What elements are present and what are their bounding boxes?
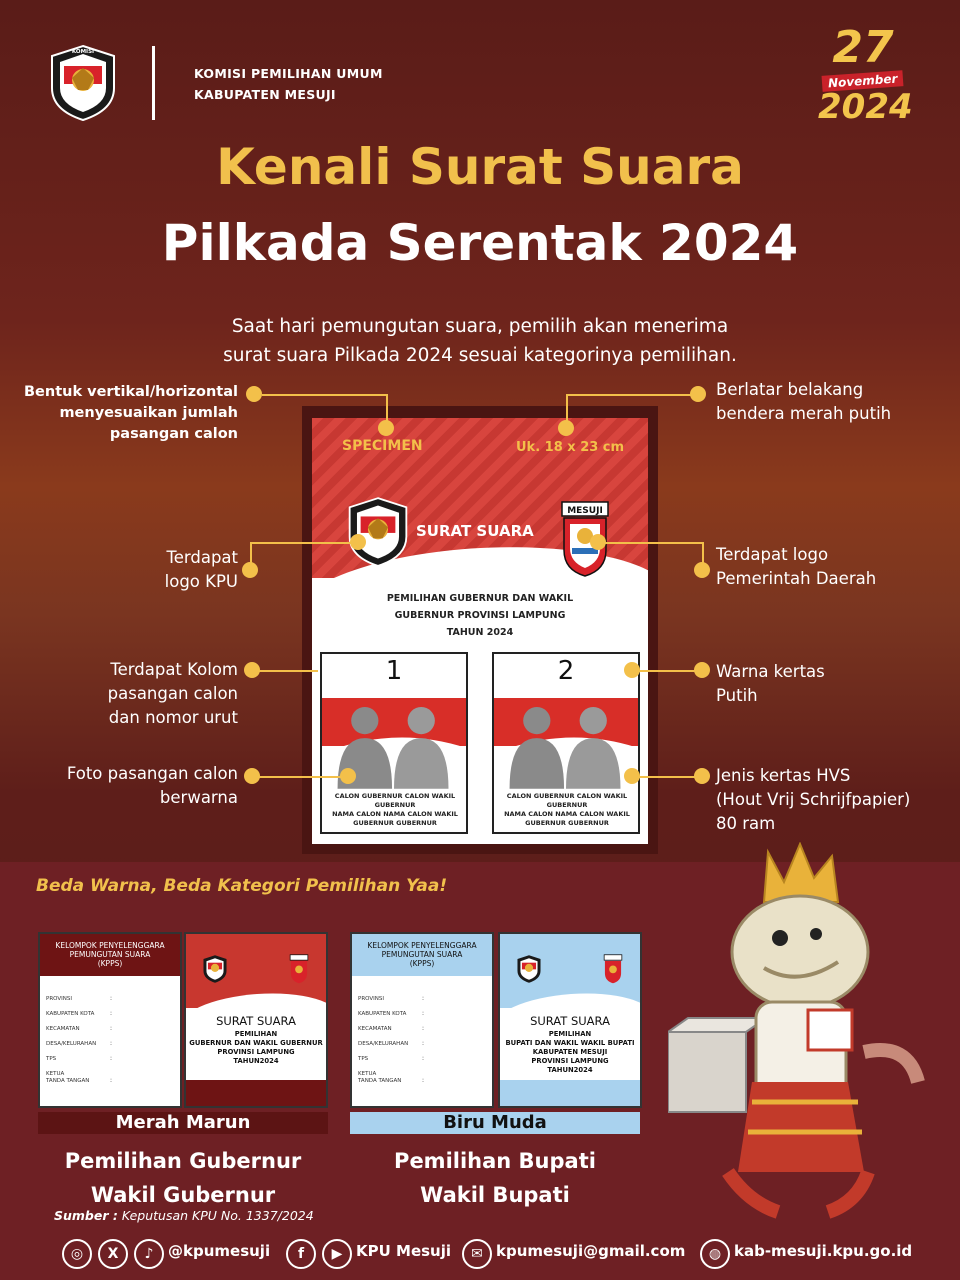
kpu-logo: [48, 44, 118, 122]
form-row-label: TANDA TANGAN: [358, 1078, 402, 1084]
callout-line: [632, 776, 698, 778]
ballot-size-label: Uk. 18 x 23 cm: [516, 440, 625, 455]
form-colon: :: [422, 1040, 425, 1047]
ballot-card-bottom: [500, 1080, 640, 1106]
callout-line-text: pasangan calon: [109, 426, 238, 442]
form-row-label: KETUA: [358, 1071, 377, 1077]
category-name-line: Wakil Gubernur: [90, 1183, 276, 1207]
org-name-line1: KOMISI PEMILIHAN UMUM: [194, 66, 383, 81]
election-line2: GUBERNUR PROVINSI LAMPUNG: [394, 610, 566, 621]
header-divider: [152, 46, 155, 120]
bup-color-label: Biru Muda: [350, 1112, 640, 1134]
caption-line: NAMA CALON NAMA CALON WAKIL: [504, 810, 630, 818]
candidate-photo-placeholder: [494, 694, 638, 790]
bup-kpps-form-card: [350, 932, 494, 1108]
callout-line-text: Warna kertas: [716, 662, 825, 681]
caption-line: NAMA CALON NAMA CALON WAKIL: [332, 810, 458, 818]
callout-line-text: pasangan calon: [107, 684, 238, 703]
callout-line-text: Putih: [716, 686, 758, 705]
date-month: November: [822, 70, 904, 92]
desc-line: PEMILIHAN: [548, 1030, 592, 1038]
ballot-election-text: [342, 590, 618, 641]
form-row-label: KABUPATEN KOTA: [46, 1011, 95, 1017]
candidate-column-2: [492, 652, 640, 834]
form-head-line: PEMUNGUTAN SUARA: [69, 950, 151, 959]
facebook-youtube-name[interactable]: KPU Mesuji: [356, 1242, 452, 1260]
form-colon: :: [110, 1010, 113, 1017]
callout-shape: [10, 382, 238, 445]
desc-line: PROVINSI LAMPUNG: [217, 1048, 295, 1056]
ballot-title: SURAT SUARA: [416, 522, 534, 540]
ballot-kpu-logo: [346, 496, 410, 568]
callout-dot: [246, 386, 262, 402]
category-name-line: Wakil Bupati: [420, 1183, 570, 1207]
callout-line-text: Bentuk vertikal/horizontal: [23, 384, 238, 400]
candidate-number: 2: [557, 656, 575, 686]
callout-dot: [350, 534, 366, 550]
page-title: Kenali Surat Suara: [216, 138, 744, 196]
election-line1: PEMILIHAN GUBERNUR DAN WAKIL: [386, 593, 574, 604]
callout-dot: [244, 768, 260, 784]
form-head-line: (KPPS): [409, 959, 435, 968]
kpu-logo-text: KOMISI: [71, 49, 95, 55]
callout-dot: [590, 534, 606, 550]
intro-text: [170, 312, 790, 370]
callout-dot: [624, 768, 640, 784]
candidate-column-1: [320, 652, 468, 834]
x-icon[interactable]: X: [98, 1239, 128, 1269]
website-url[interactable]: kab-mesuji.kpu.go.id: [734, 1242, 913, 1260]
kpu-logo-small: [202, 954, 228, 984]
form-row-label: DESA/KELURAHAN: [46, 1041, 97, 1047]
instagram-icon[interactable]: ◎: [62, 1239, 92, 1269]
callout-paper-type: [716, 764, 952, 836]
form-colon: :: [110, 1055, 113, 1062]
election-date-badge: [818, 22, 913, 127]
callout-flag-background: [716, 378, 952, 426]
date-day: 27: [832, 22, 894, 73]
desc-line: PROVINSI LAMPUNG: [531, 1057, 609, 1065]
callout-line-text: 80 ram: [716, 814, 776, 833]
form-head-line: KELOMPOK PENYELENGGARA: [367, 941, 477, 950]
desc-line: TAHUN2024: [233, 1057, 279, 1065]
youtube-icon[interactable]: ▶: [322, 1239, 352, 1269]
org-name-line2: KABUPATEN MESUJI: [194, 87, 336, 102]
election-line3: TAHUN 2024: [446, 627, 514, 638]
caption-line: CALON GUBERNUR CALON WAKIL GUBERNUR: [506, 792, 628, 809]
form-colon: :: [422, 1025, 425, 1032]
callout-line: [632, 670, 698, 672]
callout-line: [566, 394, 696, 396]
email-address[interactable]: kpumesuji@gmail.com: [496, 1242, 686, 1260]
candidate-caption: [324, 792, 466, 828]
callout-line: [598, 542, 702, 544]
page-subtitle: Pilkada Serentak 2024: [161, 214, 799, 272]
caption-line: GUBERNUR GUBERNUR: [353, 819, 437, 827]
callout-kpu-logo: [20, 546, 238, 594]
intro-line1: Saat hari pemungutan suara, pemilih akan menerima: [231, 316, 729, 337]
candidate-number: 1: [385, 656, 403, 686]
social-handle[interactable]: @kpumesuji: [168, 1242, 271, 1260]
callout-line-text: Berlatar belakang: [716, 380, 864, 399]
callout-line-text: logo KPU: [164, 572, 238, 591]
form-colon: :: [110, 1040, 113, 1047]
form-header: [352, 934, 492, 976]
form-row-label: KABUPATEN KOTA: [358, 1011, 407, 1017]
callout-dot: [340, 768, 356, 784]
source-note: [54, 1208, 314, 1223]
ballot-card-title: SURAT SUARA: [216, 1014, 296, 1028]
desc-line: GUBERNUR DAN WAKIL GUBERNUR: [189, 1039, 323, 1047]
desc-line: TAHUN2024: [547, 1066, 593, 1074]
form-colon: :: [422, 995, 425, 1002]
form-row-label: TPS: [46, 1056, 57, 1062]
callout-line-text: Pemerintah Daerah: [716, 569, 877, 588]
callout-line-text: berwarna: [159, 788, 238, 807]
gub-color-label: Merah Marun: [38, 1112, 328, 1134]
form-colon: :: [110, 1025, 113, 1032]
gub-category-name: [38, 1144, 328, 1212]
callout-photo: [20, 762, 238, 810]
form-row-label: TPS: [358, 1056, 369, 1062]
callout-line-text: Terdapat Kolom: [110, 660, 238, 679]
callout-line: [254, 670, 318, 672]
callout-dot: [690, 386, 706, 402]
caption-line: GUBERNUR GUBERNUR: [525, 819, 609, 827]
mascot-illustration: [668, 842, 928, 1222]
form-head-line: (KPPS): [97, 959, 123, 968]
callout-dot: [694, 662, 710, 678]
form-row-label: PROVINSI: [358, 996, 384, 1002]
callout-line-text: Terdapat logo: [716, 545, 829, 564]
form-header: [40, 934, 180, 976]
form-colon: :: [110, 995, 113, 1002]
form-colon: :: [422, 1055, 425, 1062]
callout-line-text: Jenis kertas HVS: [716, 766, 851, 785]
gub-kpps-form-card: [38, 932, 182, 1108]
desc-line: BUPATI DAN WAKIL WAKIL BUPATI: [505, 1039, 635, 1047]
callout-line-text: (Hout Vrij Schrijfpapier): [716, 790, 911, 809]
callout-dot: [244, 662, 260, 678]
form-row-label: DESA/KELURAHAN: [358, 1041, 409, 1047]
desc-line: PEMILIHAN: [234, 1030, 278, 1038]
intro-line2: surat suara Pilkada 2024 sesuai kategorinya pemilihan.: [223, 345, 737, 366]
ballot-card-desc: [500, 1030, 640, 1075]
tiktok-icon[interactable]: ♪: [134, 1239, 164, 1269]
callout-dot: [242, 562, 258, 578]
callout-line-text: Foto pasangan calon: [66, 764, 238, 783]
callout-paper-color: [716, 660, 952, 708]
callout-line-text: menyesuaikan jumlah: [59, 405, 238, 421]
form-head-line: PEMUNGUTAN SUARA: [381, 950, 463, 959]
callout-line-text: bendera merah putih: [716, 404, 892, 423]
callout-line: [262, 394, 386, 396]
ballot-card-title: SURAT SUARA: [530, 1014, 610, 1028]
ballot-specimen: [312, 418, 648, 844]
source-label: Sumber :: [54, 1208, 118, 1223]
callout-candidate-column: [20, 658, 238, 730]
source-text: Keputusan KPU No. 1337/2024: [121, 1208, 314, 1223]
form-row-label: KECAMATAN: [358, 1026, 392, 1032]
form-row-label: KETUA: [46, 1071, 65, 1077]
callout-line: [250, 542, 360, 544]
callout-pemda-logo: [716, 543, 952, 591]
callout-dot: [694, 562, 710, 578]
callout-line-text: Terdapat: [166, 548, 238, 567]
form-row-label: PROVINSI: [46, 996, 72, 1002]
kpu-logo-small: [516, 954, 542, 984]
form-colon: :: [110, 1077, 113, 1084]
specimen-label: SPECIMEN: [342, 438, 423, 454]
caption-line: CALON GUBERNUR CALON WAKIL GUBERNUR: [334, 792, 456, 809]
form-head-line: KELOMPOK PENYELENGGARA: [55, 941, 165, 950]
form-colon: :: [422, 1077, 425, 1084]
pemda-logo-small: [288, 954, 310, 984]
pemda-logo-small: [602, 954, 624, 984]
callout-dot: [378, 420, 394, 436]
date-year: 2024: [818, 87, 913, 127]
callout-line: [254, 776, 350, 778]
callout-dot: [558, 420, 574, 436]
ballot-card-bottom: [186, 1080, 326, 1106]
form-row-label: KECAMATAN: [46, 1026, 80, 1032]
bup-ballot-card: [498, 932, 642, 1108]
form-row-label: TANDA TANGAN: [46, 1078, 90, 1084]
form-colon: :: [422, 1010, 425, 1017]
candidate-caption: [496, 792, 638, 828]
globe-icon[interactable]: ◍: [700, 1239, 730, 1269]
gub-ballot-card: [184, 932, 328, 1108]
desc-line: KABUPATEN MESUJI: [532, 1048, 608, 1056]
ballot-card-desc: [186, 1030, 326, 1066]
callout-line-text: dan nomor urut: [108, 708, 238, 727]
email-icon[interactable]: ✉: [462, 1239, 492, 1269]
bup-category-name: [350, 1144, 640, 1212]
callout-dot: [624, 662, 640, 678]
pemda-logo-text: MESUJI: [567, 506, 603, 516]
category-title: Beda Warna, Beda Kategori Pemilihan Yaa!: [36, 876, 448, 896]
category-name-line: Pemilihan Gubernur: [64, 1149, 302, 1173]
callout-dot: [694, 768, 710, 784]
facebook-icon[interactable]: f: [286, 1239, 316, 1269]
category-name-line: Pemilihan Bupati: [394, 1149, 596, 1173]
